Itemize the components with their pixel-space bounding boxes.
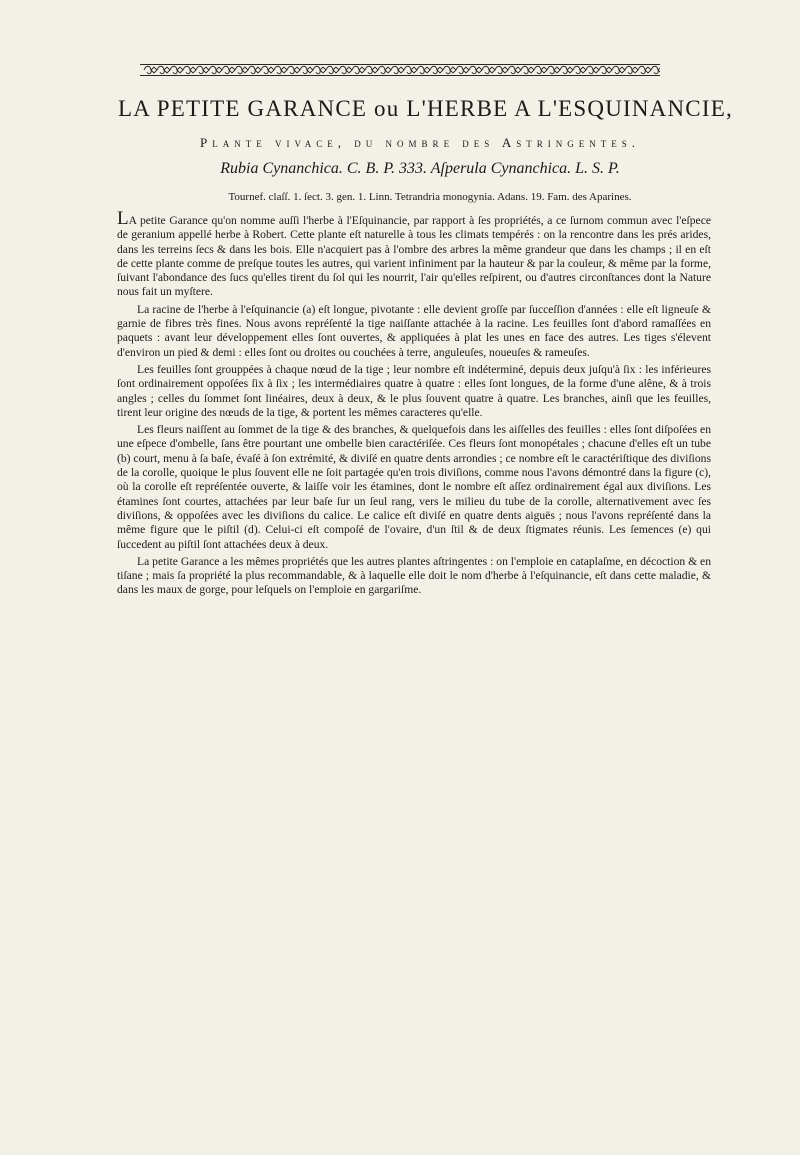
decorative-header-ornament [140, 62, 660, 78]
page-subtitle: Plante vivace, du nombre des Astringentes. [200, 135, 640, 150]
drop-cap: L [117, 208, 129, 229]
paragraph-1-text: A petite Garance qu'on nomme auſſi l'herbe à l'Eſquinancie, par rapport à ſes propriétés, a ce ſurnom commun avec l'eſpece de geranium appellé herbe à Robert. Cette plante eſt naturelle à tous les climats tempérés : on la rencontre dans les prés arides, dans les terreins ſecs & dans les bois. Elle n'acquiert pas à l'ombre des arbres la même grandeur que dans les champs ; il en eſt de cette plante comme de preſque toutes les autres, qui varient infiniment par la hauteur & par la couleur, & même par la forme, ſuivant l'abondance des ſucs qu'elles tirent du ſol qui les nourrit, l'air qu'elles reſpirent, ou d'autres circonſtances dont la Nature nous fait un myſtere. [117, 214, 711, 299]
paragraph-3: Les feuilles ſont grouppées à chaque nœud de la tige ; leur nombre eſt indéterminé, depuis deux juſqu'à ſix : les inférieures ſont ordinairement oppoſées ſix à ſix ; les intermédiaires quatre à quatre : elles ſont longues, de la forme d'une alêne, & à trois angles ; celles du ſommet ſont linéaires, deux à deux, & le plus ſouvent quatre à quatre. Les branches, ainſi que les feuilles, tirent leur origine des nœuds de la tige, & portent les mêmes caracteres qu'elle. [117, 362, 711, 419]
page-title: LA PETITE GARANCE ou L'HERBE A L'ESQUINANCIE, [118, 96, 733, 121]
paragraph-4: Les fleurs naiſſent au ſommet de la tige & des branches, & quelquefois dans les aiſſelles des feuilles : elles ſont diſpoſées en une eſpece d'ombelle, ſans être pourtant une ombelle bien caractériſée. Ces fleurs ſont monopétales ; chacune d'elles eſt un tube (b) court, menu à ſa baſe, évaſé à ſon extrémité, & diviſé en quatre dents arrondies ; ce nombre eſt le caractériſtique des diviſions de la corolle, quoique le plus ſouvent elle ne ſoit partagée qu'en trois diviſions, comme nous l'avons démontré dans la figure (c), où la corolle eſt repréſentée ouverte, & laiſſe voir les étamines, dont le nombre eſt aſſez ordinairement égal aux diviſions. Les étamines ſont courtes, attachées par leur baſe ſur un ſeul rang, vers le milieu du tube de la corolle, alternativement avec ſes diviſions, & oppoſées avec les diviſions du calice. Le calice eſt diviſé en quatre dents aiguës ; nous l'avons repréſenté dans la même figure que le piſtil (d). Celui-ci eſt compoſé de l'ovaire, d'un ſtil & de deux ſtigmates réunis. Les ſemences (e) qui ſuccedent au piſtil ſont attachées deux à deux. [117, 423, 711, 551]
paragraph-5: La petite Garance a les mêmes propriétés que les autres plantes aſtringentes : on l'emploie en cataplaſme, en décoction & en tiſane ; mais ſa propriété la plus recommandable, & à laquelle elle doit le nom d'herbe à l'eſquinancie, eſt dans cette maladie, & dans les maux de gorge, pour leſquels on l'emploie en gargariſme. [117, 554, 711, 597]
paragraph-1 [117, 208, 711, 300]
botanical-references: Tournef. claſſ. 1. ſect. 3. gen. 1. Linn. Tetrandria monogynia. Adans. 19. Fam. des Aparines. [228, 191, 632, 203]
paragraph-2: La racine de l'herbe à l'eſquinancie (a) eſt longue, pivotante : elle devient groſſe par ſucceſſion d'années : elle eſt ligneuſe & garnie de fibres très fines. Nous avons repréſenté la tige naiſſante attachée à la racine. Les feuilles ſont d'abord ramaſſées en paquets : avant leur développement elles ſont ouvertes, & appliquées à plat les unes en face des autres. Les tiges s'élevent d'environ un pied & demi : elles ſont ou droites ou couchées à terre, anguleuſes, noueuſes & rameuſes. [117, 302, 711, 359]
body-text [117, 208, 711, 601]
latin-names: Rubia Cynanchica. C. B. P. 333. Aſperula Cynanchica. L. S. P. [220, 160, 620, 177]
